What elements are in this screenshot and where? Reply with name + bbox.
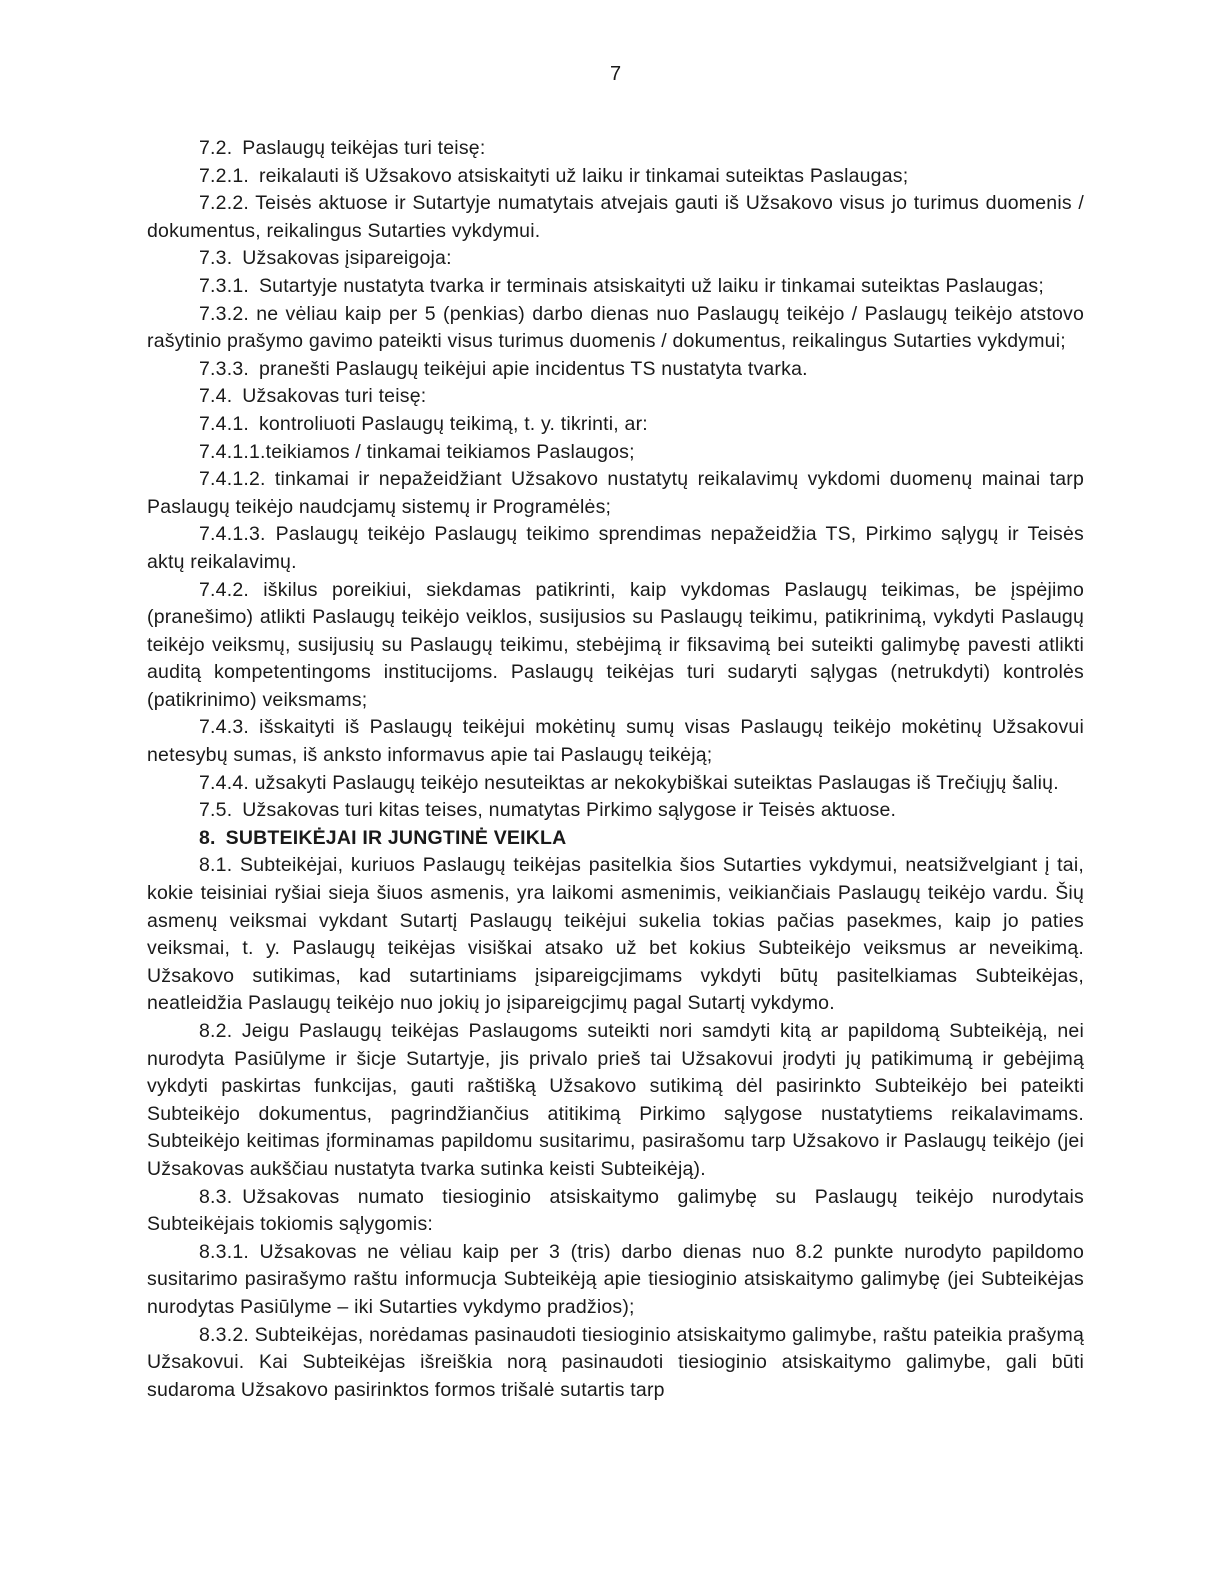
paragraph-7-3-3: 7.3.3. pranešti Paslaugų teikėjui apie incidentus TS nustatyta tvarka. <box>199 357 808 380</box>
paragraph-7-4-1: 7.4.1. kontroliuoti Paslaugų teikimą, t. y. tikrinti, ar: <box>199 412 648 435</box>
paragraph-7-4-4: 7.4.4. užsakyti Paslaugų teikėjo nesuteiktas ar nekokybiškai suteiktas Paslaugas iš Trečiųjų šalių. <box>199 771 1059 794</box>
paragraph-7-2-1: 7.2.1. reikalauti iš Užsakovo atsiskaityti už laiku ir tinkamai suteiktas Paslaugas; <box>199 164 909 187</box>
paragraph-7-5: 7.5. Užsakovas turi kitas teises, numatytas Pirkimo sąlygose ir Teisės aktuose. <box>199 799 897 822</box>
document-body <box>147 135 1084 1404</box>
paragraph-7-4-1-1: 7.4.1.1.teikiamos / tinkamai teikiamos Paslaugos; <box>199 440 635 463</box>
paragraph-7-4-1-2: 7.4.1.2. tinkamai ir nepažeidžiant Užsakovo nustatytų reikalavimų vykdomi duomenų mainai tarp Paslaugų teikėjo naudcjamų sistemų ir Programėlės; <box>147 468 1084 518</box>
paragraph-8-3-1: 8.3.1. Užsakovas ne vėliau kaip per 3 (tris) darbo dienas nuo 8.2 punkte nurodyto papildomo susitarimo pasirašymo raštu informucja Subteikėją apie tiesioginio atsiskaitymo galimybę (jei Subteikėjas nurodytas Pasiūlyme – iki Sutarties vykdymo pradžios); <box>147 1240 1084 1318</box>
paragraph-7-3-1: 7.3.1. Sutartyje nustatyta tvarka ir terminais atsiskaityti už laiku ir tinkamai suteiktas Paslaugas; <box>199 274 1044 297</box>
paragraph-7-3: 7.3. Užsakovas įsipareigoja: <box>199 247 452 270</box>
paragraph-7-2: 7.2. Paslaugų teikėjas turi teisę: <box>199 137 486 159</box>
section-8-heading: 8. SUBTEIKĖJAI IR JUNGTINĖ VEIKLA <box>199 826 567 849</box>
paragraph-7-2-2: 7.2.2. Teisės aktuose ir Sutartyje numatytais atvejais gauti iš Užsakovo visus jo turimus duomenis / dokumentus, reikalingus Sutarties vykdymui. <box>147 192 1084 242</box>
paragraph-7-4-1-3: 7.4.1.3. Paslaugų teikėjo Paslaugų teikimo sprendimas nepažeidžia TS, Pirkimo sąlygų ir Teisės aktų reikalavimų. <box>147 523 1084 573</box>
paragraph-7-4-3: 7.4.3. išskaityti iš Paslaugų teikėjui mokėtinų sumų visas Paslaugų teikėjo mokėtinų Užsakovui netesybų sumas, iš anksto informavus apie tai Paslaugų teikėją; <box>147 716 1084 767</box>
paragraph-7-3-2: 7.3.2. ne vėliau kaip per 5 (penkias) darbo dienas nuo Paslaugų teikėjo / Paslaugų teikėjo atstovo rašytinio prašymo gavimo pateikti visus turimus duomenis / dokumentus, reikalingus Sutarties vykdymui; <box>147 302 1084 353</box>
paragraph-8-1: 8.1. Subteikėjai, kuriuos Paslaugų teikėjas pasitelkia šios Sutarties vykdymui, neatsižvelgiant į tai, kokie teisiniai ryšiai sieja šiuos asmenis, yra laikomi asmenimis, veikiančiais Paslaugų teikėjo vardu. Šių asmenų veiksmai vykdant Sutartį Paslaugų teikėjui sukelia tokias pačias pasekmes, kaip jo paties veiksmai, t. y. Paslaugų teikėjas visiškai atsako už bet kokius Subteikėjo veiksmus ar neveikimą. Užsakovo sutikimas, kad sutartiniams įsipareigcjimams vykdyti būtų pasitelkiamas Subteikėjas, neatleidžia Paslaugų teikėjo nuo jokių jo įsipareigcjimų pagal Sutartį vykdymo. <box>147 854 1084 1015</box>
paragraph-8-3: 8.3. Užsakovas numato tiesioginio atsiskaitymo galimybę su Paslaugų teikėjo nurodytais Subteikėjais tokiomis sąlygomis: <box>147 1185 1084 1236</box>
paragraph-8-3-2: 8.3.2. Subteikėjas, norėdamas pasinaudoti tiesioginio atsiskaitymo galimybe, raštu pateikia prašymą Užsakovui. Kai Subteikėjas išreiškia norą pasinaudoti tiesioginio atsiskaitymo galimybe, gali būti sudaroma Užsakovo pasirinktos formos trišalė sutartis tarp <box>147 1323 1084 1401</box>
page-number: 7 <box>609 63 622 85</box>
paragraph-8-2: 8.2. Jeigu Paslaugų teikėjas Paslaugoms suteikti nori samdyti kitą ar papildomą Subteikėją, nei nurodyta Pasiūlyme ir šicje Sutartyje, jis privalo prieš tai Užsakovui įrodyti jų patikimumą ir gebėjimą vykdyti paskirtas funkcijas, gauti raštišką Užsakovo sutikimą dėl pasirinkto Subteikėjo bei pateikti Subteikėjo dokumentus, pagrindžiančius atitikimą Pirkimo sąlygose nustatytiems reikalavimams. Subteikėjo keitimas įforminamas papildomu susitarimu, pasirašomu tarp Užsakovo ir Paslaugų teikėjo (jei Užsakovas aukščiau nustatyta tvarka sutinka keisti Subteikėją). <box>147 1020 1084 1180</box>
paragraph-7-4: 7.4. Užsakovas turi teisę: <box>199 385 427 408</box>
paragraph-7-4-2: 7.4.2. iškilus poreikiui, siekdamas patikrinti, kaip vykdomas Paslaugų teikimas, be įspėjimo (pranešimo) atlikti Paslaugų teikėjo veiklos, susijusios su Paslaugų teikimu, patikrinimą, vykdyti Paslaugų teikėjo veiksmų, susijusių su Paslaugų teikimu, stebėjimą ir fiksavimą bei suteikti galimybę pavesti atlikti auditą kompetentingoms institucijoms. Paslaugų teikėjas turi sudaryti sąlygas (netrukdyti) kontrolės (patikrinimo) veiksmams; <box>147 578 1084 711</box>
